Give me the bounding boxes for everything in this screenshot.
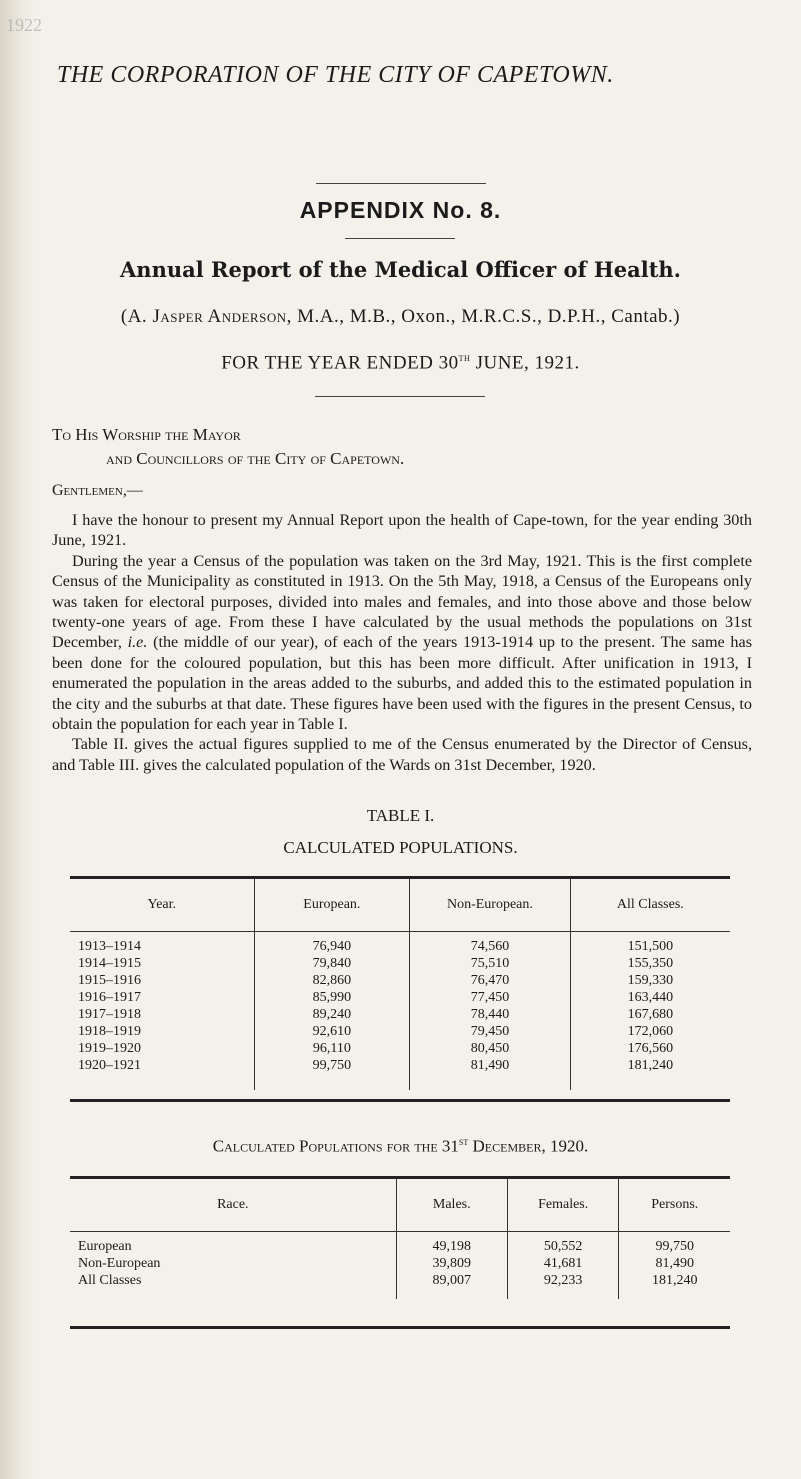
table-cell: All Classes [78,1272,142,1288]
table-cell: 1920–1921 [78,1057,141,1073]
table1-header-european: European. [254,878,410,932]
salutation: Gentlemen,— [52,482,143,499]
table2-header-race: Race. [70,1178,396,1232]
table-row [70,1006,730,1023]
library-stamp: 1922 [6,15,42,35]
table-cell: 1919–1920 [78,1040,141,1056]
table-cell: 1914–1915 [78,955,141,971]
author-line: (A. Jasper Anderson, M.A., M.B., Oxon., M.R.C.S., D.P.H., Cantab.) [120,306,681,327]
table-cell: 81,490 [410,1057,571,1090]
table-cell: 78,440 [410,1006,571,1023]
table-cell: 1918–1919 [78,1023,141,1039]
table-cell: 92,233 [507,1272,619,1299]
table-cell: 181,240 [619,1272,730,1299]
table1-title: CALCULATED POPULATIONS. [283,838,518,857]
table-cell: 172,060 [570,1023,730,1040]
table-cell: 81,490 [619,1255,730,1272]
table2-header-males: Males. [396,1178,507,1232]
table-cell: 99,750 [619,1232,730,1256]
table-cell: 163,440 [570,989,730,1006]
table-cell: 77,450 [410,989,571,1006]
table-cell: 85,990 [254,989,410,1006]
table-row [70,955,730,972]
table-cell: 49,198 [396,1232,507,1256]
table-cell: 89,007 [396,1272,507,1299]
address-line-2: and Councillors of the City of Capetown. [106,449,405,468]
table-cell: 79,840 [254,955,410,972]
table-cell: 159,330 [570,972,730,989]
table-cell: 1915–1916 [78,972,141,988]
table1-header-all: All Classes. [570,878,730,932]
table-row [70,1232,730,1256]
table-cell: 82,860 [254,972,410,989]
divider [315,396,485,397]
table-cell: 79,450 [410,1023,571,1040]
table1 [70,876,730,1090]
table2 [70,1176,730,1299]
corporation-heading: THE CORPORATION OF THE CITY OF CAPETOWN. [57,62,614,88]
table-cell: 39,809 [396,1255,507,1272]
table-cell: Non-European [78,1255,161,1271]
table1-bottom-rule [70,1099,730,1102]
table-cell: 76,470 [410,972,571,989]
table2-bottom-rule [70,1326,730,1329]
table-cell: 96,110 [254,1040,410,1057]
table-row [70,1023,730,1040]
appendix-heading: APPENDIX No. 8. [299,197,502,223]
table-cell: 41,681 [507,1255,619,1272]
divider [345,238,455,239]
table-row [70,1272,730,1299]
table2-title: Calculated Populations for the 31st December, 1920. [212,1136,589,1156]
table-cell: 1917–1918 [78,1006,141,1022]
table-cell: 75,510 [410,955,571,972]
table-cell: 176,560 [570,1040,730,1057]
body-text [52,510,752,775]
table-row [70,1040,730,1057]
table-cell: 1916–1917 [78,989,141,1005]
table1-header-year: Year. [70,878,254,932]
table-row [70,932,730,956]
paragraph-2: During the year a Census of the population was taken on the 3rd May, 1921. This is the first complete Census of the Municipality as constituted in 1913. On the 5th May, 1918, a Census of the Europeans only was taken for electoral purposes, divided into males and females, and into those above and those below twenty-one years of age. From these I have calculated by the usual methods the populations on 31st December, i.e. (the middle of our year), of each of the years 1913-1914 up to the present. The same has been done for the coloured population, but this has been more difficult. After unification in 1913, I enumerated the population in the areas added to the suburbs, and added this to the estimated population in the city and the suburbs at that date. These figures have been used with the figures in the present Census, to obtain the population for each year in Table I. [52,551,752,734]
table-cell: 167,680 [570,1006,730,1023]
table-row [70,972,730,989]
table-cell: 74,560 [410,932,571,956]
table2-header-persons: Persons. [619,1178,730,1232]
address-line-1: To His Worship the Mayor [52,425,241,444]
table1-header-non-european: Non-European. [410,878,571,932]
table-cell: 155,350 [570,955,730,972]
table-row [70,1057,730,1090]
table-cell: 151,500 [570,932,730,956]
table-cell: 99,750 [254,1057,410,1090]
table1-label: TABLE I. [366,806,435,825]
table-cell: 76,940 [254,932,410,956]
table-cell: 50,552 [507,1232,619,1256]
table-cell: European [78,1238,132,1254]
paragraph-1: I have the honour to present my Annual Report upon the health of Cape-town, for the year ending 30th June, 1921. [52,511,752,550]
year-ended-line: FOR THE YEAR ENDED 30th JUNE, 1921. [221,350,580,374]
table-row [70,989,730,1006]
table-cell: 1913–1914 [78,938,141,954]
table-cell: 80,450 [410,1040,571,1057]
table-cell: 181,240 [570,1057,730,1090]
table2-header-females: Females. [507,1178,619,1232]
table-cell: 92,610 [254,1023,410,1040]
report-title: Annual Report of the Medical Officer of Health. [120,257,681,282]
paragraph-3: Table II. gives the actual figures supplied to me of the Census enumerated by the Director of Census, and Table III. gives the calculated population of the Wards on 31st December, 1920. [52,735,752,774]
table-row [70,1255,730,1272]
divider [316,183,486,184]
table-cell: 89,240 [254,1006,410,1023]
